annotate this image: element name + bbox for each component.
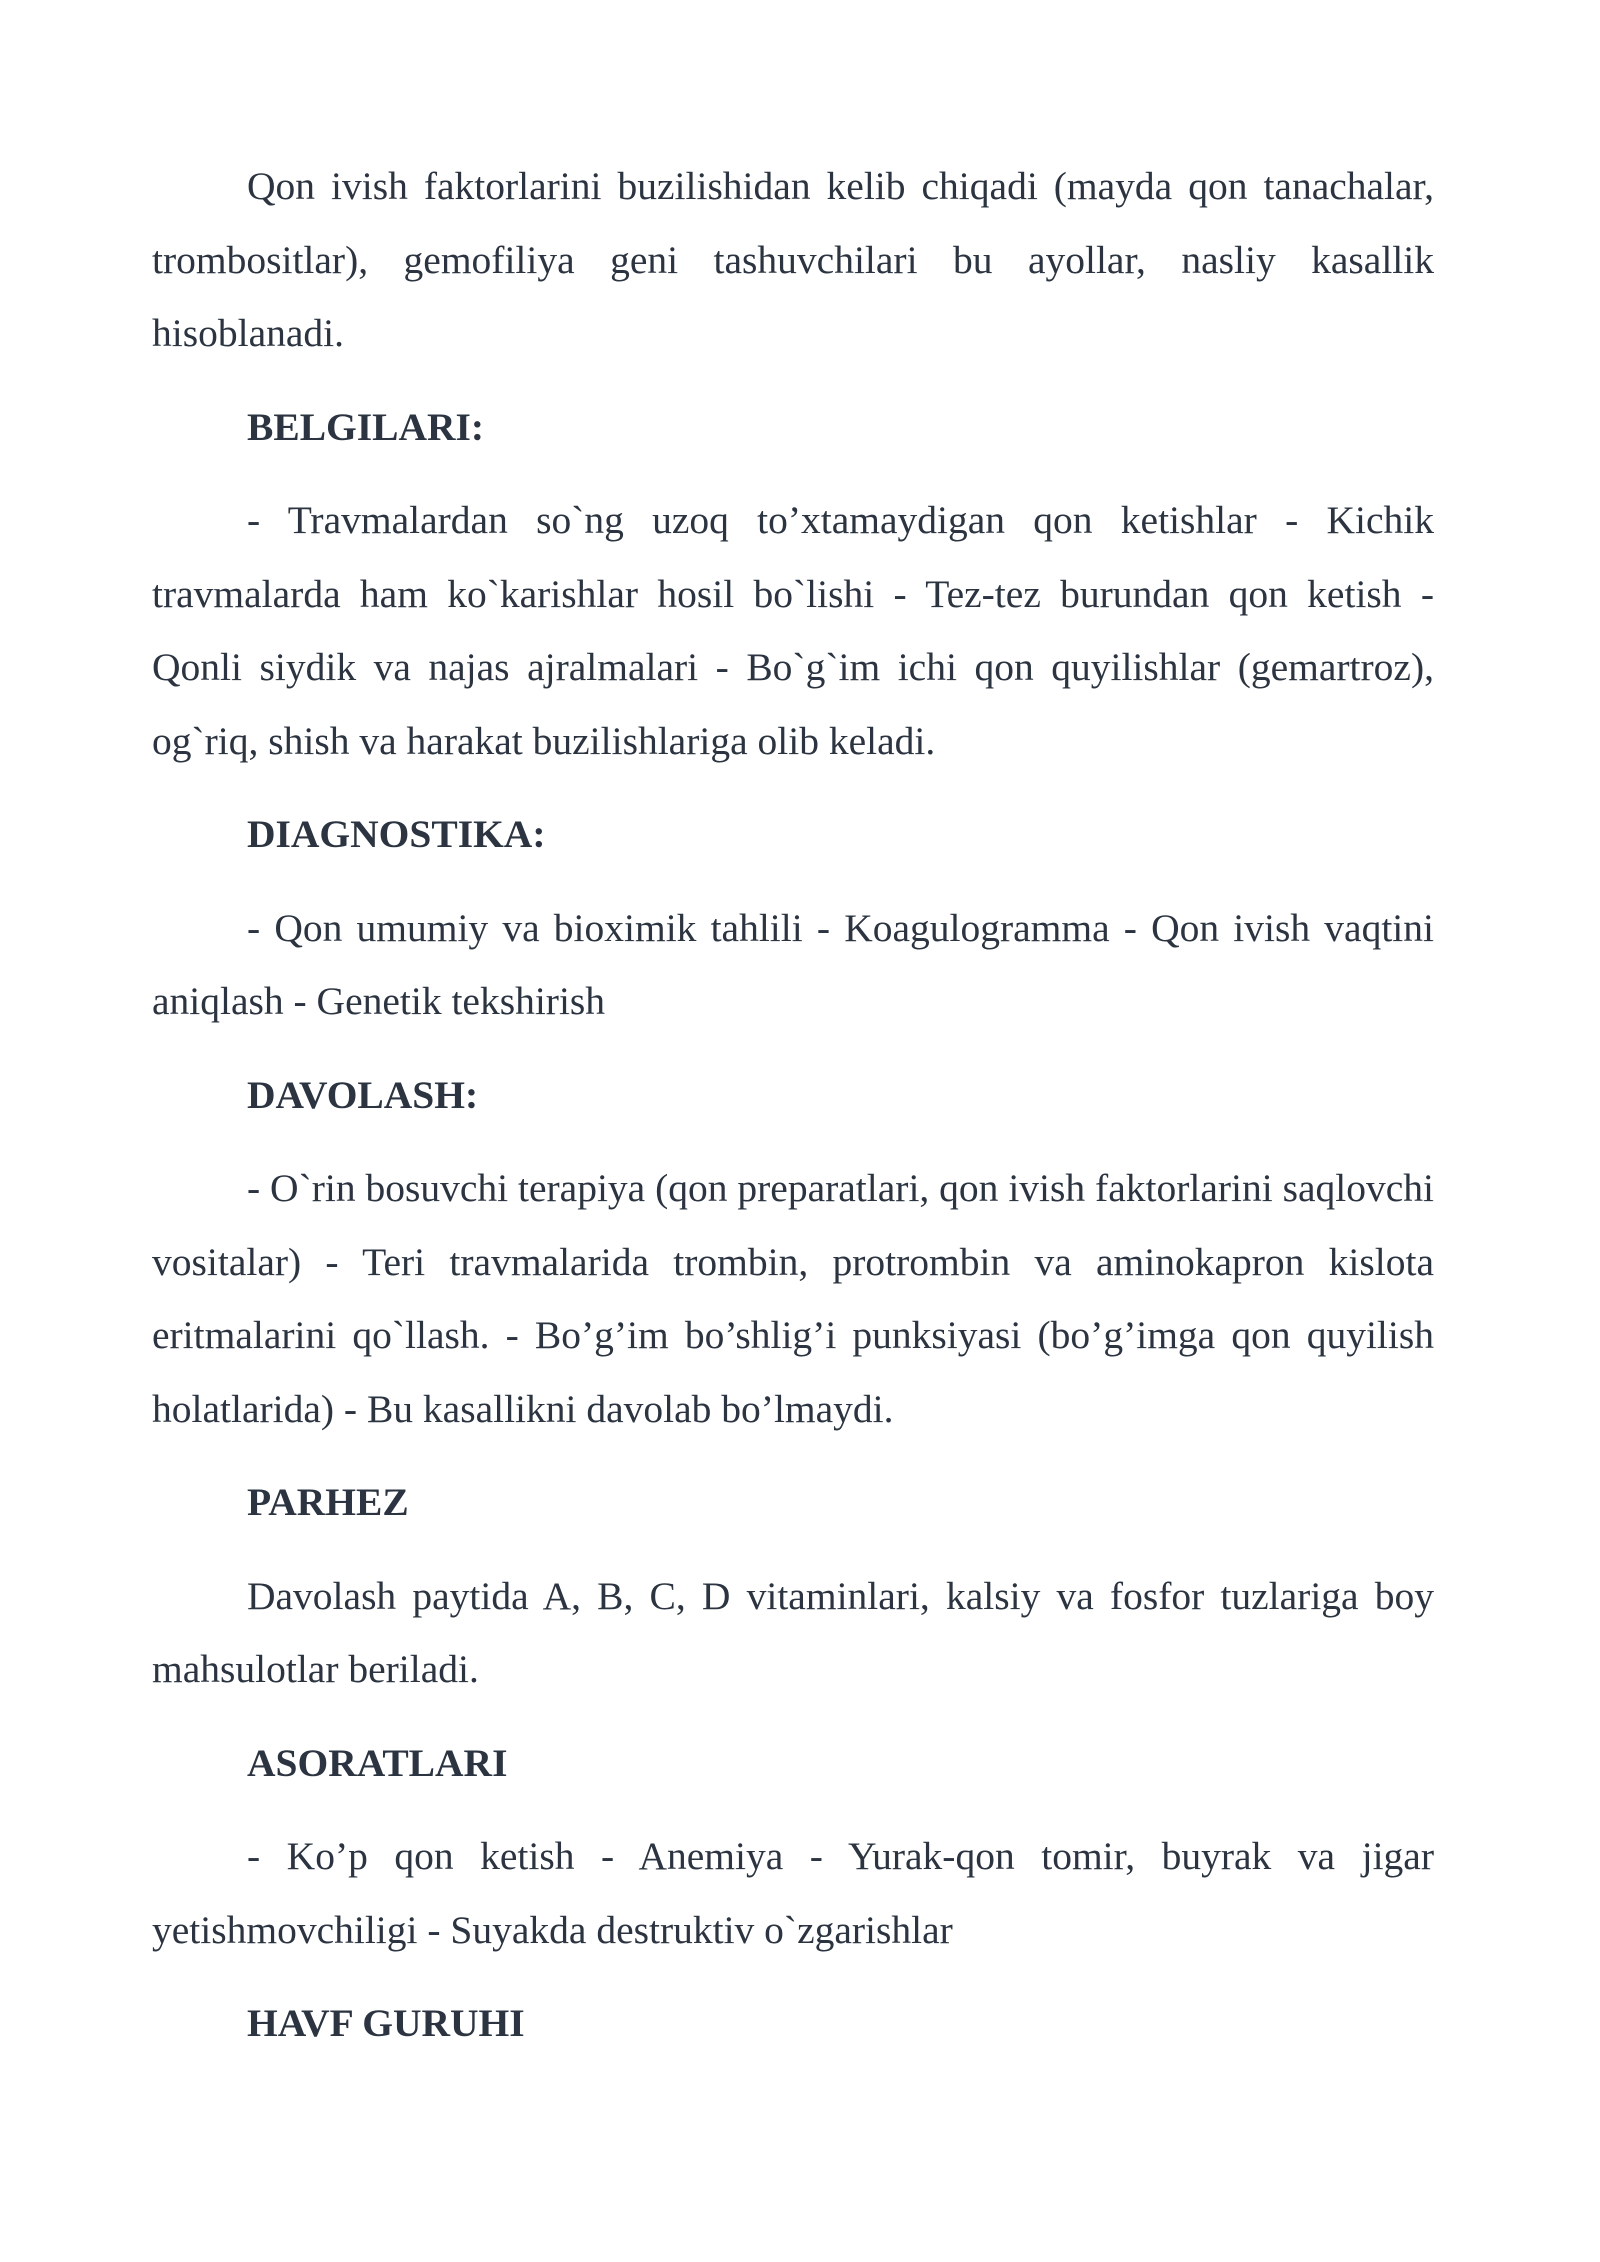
davolash-paragraph: - O`rin bosuvchi terapiya (qon preparatlari, qon ivish faktorlarini saqlovchi vositalar) - Teri travmalarida trombin, protrombin va aminokapron kislota eritmalarini qo`llash. - Bo’g’im bo’shlig’i punksiyasi (bo’g’imga qon quyilish holatlarida) - Bu kasallikni davolab bo’lmaydi. [152,1166,1434,1431]
intro-paragraph: Qon ivish faktorlarini buzilishidan kelib chiqadi (mayda qon tanachalar, trombositlar), gemofiliya geni tashuvchilari bu ayollar, nasliy kasallik hisoblanadi. [152,164,1434,355]
document-page [152,150,1434,2061]
belgilari-paragraph: - Travmalardan so`ng uzoq to’xtamaydigan qon ketishlar - Kichik travmalarda ham ko`karishlar hosil bo`lishi - Tez-tez burundan qon ketish - Qonli siydik va najas ajralmalari - Bo`g`im ichi qon quyilishlar (gemartroz), og`riq, shish va harakat buzilishlariga olib keladi. [152,498,1434,763]
asoratlari-paragraph: - Ko’p qon ketish - Anemiya - Yurak-qon tomir, buyrak va jigar yetishmovchiligi - Suyakda destruktiv o`zgarishlar [152,1834,1434,1952]
heading-diagnostika: DIAGNOSTIKA: [247,812,546,856]
diagnostika-paragraph: - Qon umumiy va bioximik tahlili - Koagulogramma - Qon ivish vaqtini aniqlash - Genetik tekshirish [152,905,1434,1023]
heading-havf-guruhi: HAVF GURUHI [247,2001,525,2045]
heading-parhez: PARHEZ [247,1480,409,1524]
heading-asoratlari: ASORATLARI [247,1740,508,1785]
heading-davolash: DAVOLASH: [247,1072,479,1117]
parhez-paragraph: Davolash paytida A, B, C, D vitaminlari, kalsiy va fosfor tuzlariga boy mahsulotlar beriladi. [152,1573,1434,1691]
heading-belgilari: BELGILARI: [247,404,485,449]
